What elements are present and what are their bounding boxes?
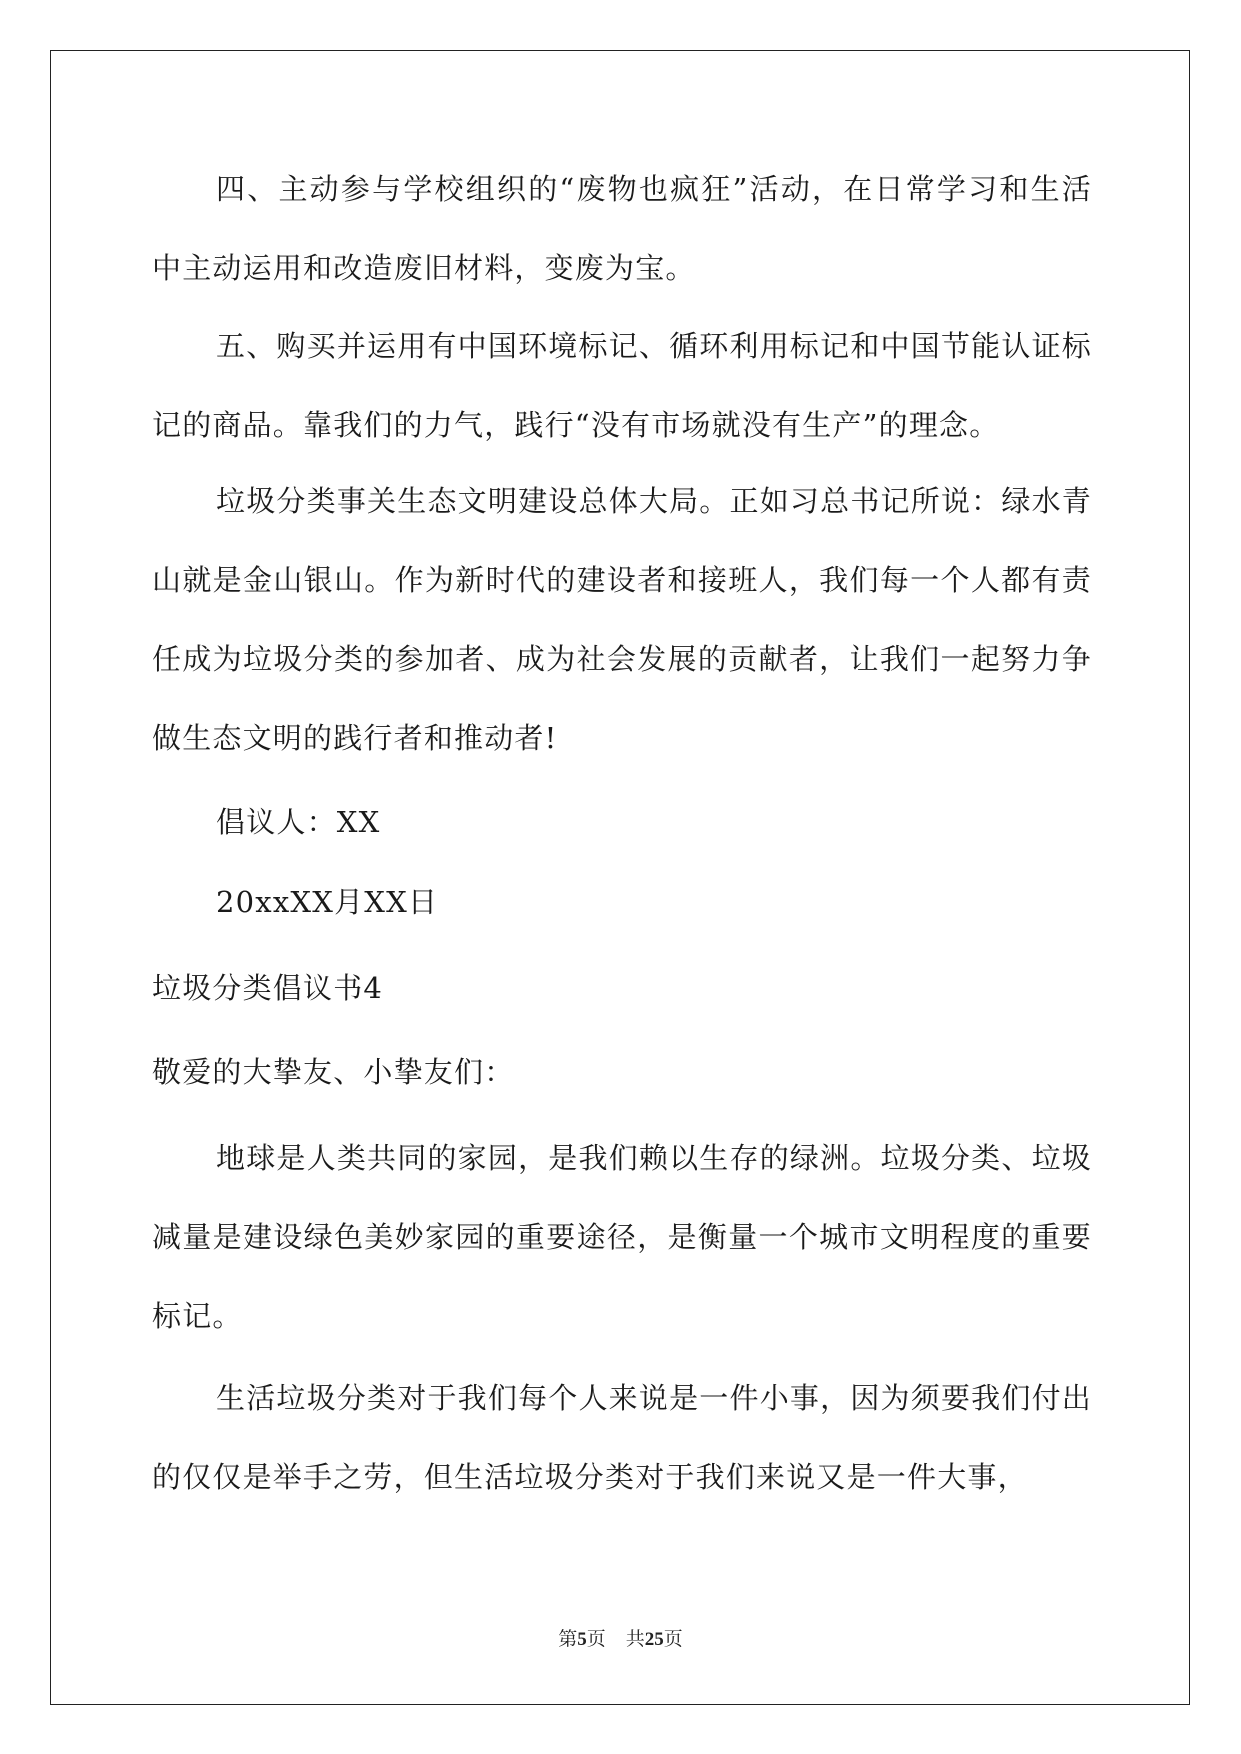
page-prefix: 第 [558,1629,578,1650]
paragraph-small-matter: 生活垃圾分类对于我们每个人来说是一件小事，因为须要我们付出的仅仅是举手之劳，但生活垃圾分类对于我们来说又是一件大事， [152,1381,1092,1494]
page-current: 5 [577,1629,587,1650]
salutation: 敬爱的大挚友、小挚友们： [152,1055,515,1089]
total-prefix: 共 [625,1629,645,1650]
page-total: 25 [644,1629,664,1650]
section-title: 垃圾分类倡议书4 [152,971,384,1005]
total-suffix: 页 [663,1629,683,1650]
page-suffix: 页 [586,1629,606,1650]
paragraph-point-five: 五、购买并运用有中国环境标记、循环利用标记和中国节能认证标记的商品。靠我们的力气，践行“没有市场就没有生产”的理念。 [152,329,1092,442]
paragraph-point-four: 四、主动参与学校组织的“废物也疯狂”活动，在日常学习和生活中主动运用和改造废旧材料，变废为宝。 [152,172,1092,285]
paragraph-conclusion: 垃圾分类事关生态文明建设总体大局。正如习总书记所说：绿水青山就是金山银山。作为新时代的建设者和接班人，我们每一个人都有责任成为垃圾分类的参加者、成为社会发展的贡献者，让我们一起努力争做生态文明的践行者和推动者! [152,484,1092,755]
date-line: 20xxXX月XX日 [216,885,439,919]
paragraph-earth-home: 地球是人类共同的家园，是我们赖以生存的绿洲。垃圾分类、垃圾减量是建设绿色美妙家园的重要途径，是衡量一个城市文明程度的重要标记。 [152,1141,1092,1333]
page-footer [0,1624,1241,1651]
signer-line: 倡议人：XX [216,805,381,839]
